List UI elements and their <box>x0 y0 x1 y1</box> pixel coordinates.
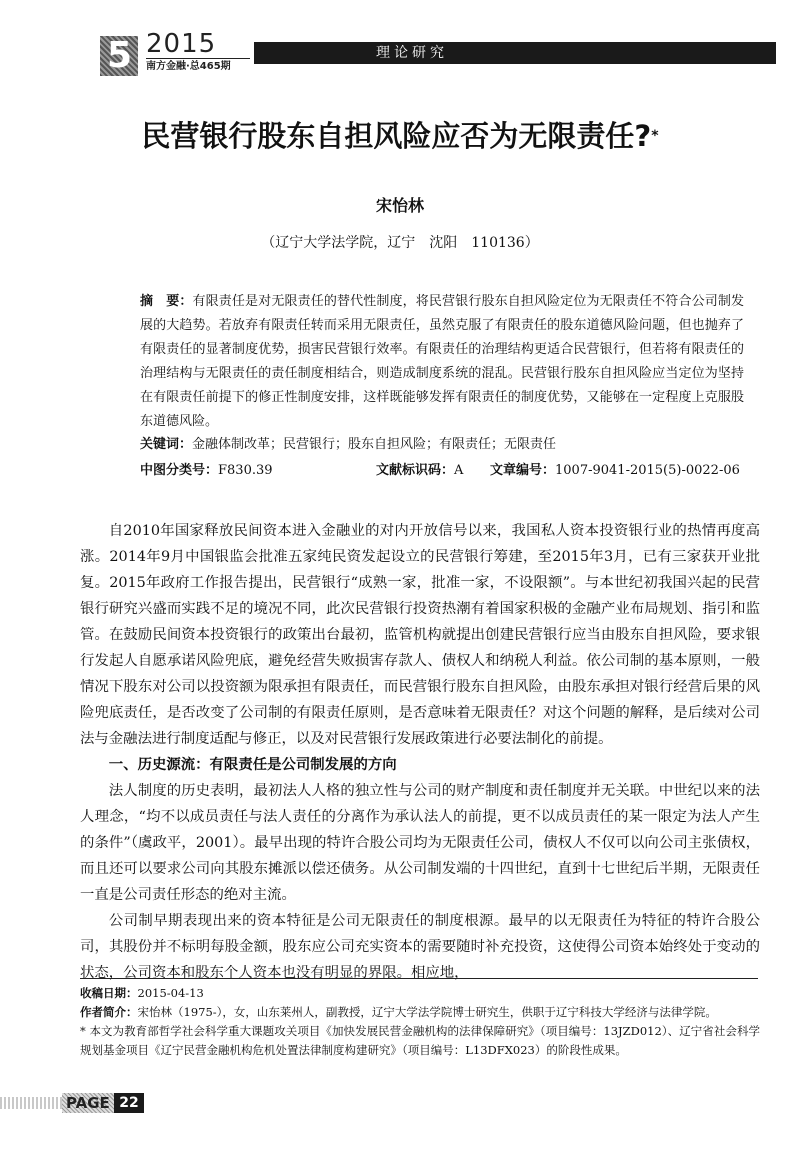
footnote-divider <box>80 978 758 979</box>
clc-label: 中图分类号： <box>140 463 219 478</box>
document-code-label: 文献标识码： <box>376 463 455 478</box>
page-label: PAGE <box>62 1093 114 1113</box>
received-date-label: 收稿日期： <box>80 986 138 1000</box>
footnotes <box>80 984 760 1060</box>
section-heading: 一、历史源流：有限责任是公司制发展的方向 <box>108 757 397 773</box>
title-footnote-mark: * <box>651 128 659 144</box>
article-number-label: 文章编号： <box>490 463 556 478</box>
issue-year: 2015 <box>146 29 217 59</box>
header-divider <box>146 58 250 59</box>
page-number: 22 <box>114 1093 144 1113</box>
page-footer <box>0 1093 800 1113</box>
issue-number-badge: 5 <box>100 36 138 76</box>
article-title <box>0 118 800 154</box>
body-paragraph: 公司制早期表现出来的资本特征是公司无限责任的制度根源。最早的以无限责任为特征的特许合股公司，其股份并不标明每股金额，股东应公司充实资本的需要随时补充投资，这使得公司资本始终处于变动的状态，公司资本和股东个人资本也没有明显的界限。相应地， <box>80 913 760 981</box>
article-number-value: 1007-9041-2015(5)-0022-06 <box>555 463 740 478</box>
abstract <box>140 290 744 434</box>
document-code <box>376 462 463 480</box>
article-number <box>490 462 740 480</box>
article-title-text: 民营银行股东自担风险应否为无限责任? <box>141 119 652 153</box>
abstract-label: 摘 要： <box>140 294 193 309</box>
abstract-text: 有限责任是对无限责任的替代性制度，将民营银行股东自担风险定位为无限责任不符合公司制发展的大趋势。若放弃有限责任转而采用无限责任，虽然克服了有限责任的股东道德风险问题，但也抛弃了有限责任的显著制度优势，损害民营银行效率。有限责任的治理结构更适合民营银行，但若将有限责任的治理结构与无限责任的责任制度相结合，则造成制度系统的混乱。民营银行股东自担风险应当定位为坚持在有限责任前提下的修正性制度安排，这样既能够发挥有限责任的制度优势，又能够在一定程度上克服股东道德风险。 <box>140 294 744 429</box>
author-bio-value: 宋怡林（1975-），女，山东莱州人，副教授，辽宁大学法学院博士研究生，供职于辽宁科技大学经济与法律学院。 <box>137 1005 717 1019</box>
clc-value: F830.39 <box>218 463 273 478</box>
keywords-text: 金融体制改革；民营银行；股东自担风险；有限责任；无限责任 <box>192 437 557 452</box>
received-date-value: 2015-04-13 <box>137 986 204 1000</box>
section-bar <box>254 42 776 64</box>
keywords <box>140 436 744 454</box>
document-code-value: A <box>454 463 464 478</box>
received-date <box>80 984 760 1003</box>
funding-note: * 本文为教育部哲学社会科学重大课题攻关项目《加快发展民营金融机构的法律保障研究》（项目编号：13JZD012）、辽宁省社会科学规划基金项目《辽宁民营金融机构危机处置法律制度构建研究》（项目编号：L13DFX023）的阶段性成果。 <box>80 1024 760 1057</box>
classification-row <box>140 462 760 480</box>
author-name: 宋怡林 <box>375 196 424 215</box>
author-affiliation: （辽宁大学法学院，辽宁 沈阳 110136） <box>261 235 539 251</box>
author-bio <box>80 1003 760 1022</box>
keywords-label: 关键词： <box>140 437 193 452</box>
section-label: 理论研究 <box>376 45 448 61</box>
author-bio-label: 作者简介： <box>80 1005 138 1019</box>
body-paragraph: 法人制度的历史表明，最初法人人格的独立性与公司的财产制度和责任制度并无关联。中世纪以来的法人理念，“均不以成员责任与法人责任的分离作为承认法人的前提，更不以成员责任的某一限定为法人产生的条件”（虞政平，2001）。最早出现的特许合股公司均为无限责任公司，债权人不仅可以向公司主张债权，而且还可以要求公司向其股东摊派以偿还债务。从公司制发端的十四世纪，直到十七世纪后半期，无限责任一直是公司责任形态的绝对主流。 <box>80 783 760 903</box>
journal-header <box>80 28 780 78</box>
article-body <box>80 518 760 986</box>
body-paragraph: 自2010年国家释放民间资本进入金融业的对内开放信号以来，我国私人资本投资银行业的热情再度高涨。2014年9月中国银监会批准五家纯民资发起设立的民营银行筹建，至2015年3月，已有三家获开业批复。2015年政府工作报告提出，民营银行“成熟一家，批准一家，不设限额”。与本世纪初我国兴起的民营银行研究兴盛而实践不足的境况不同，此次民营银行投资热潮有着国家积极的金融产业布局规划、指引和监管。在鼓励民间资本投资银行的政策出台最初，监管机构就提出创建民营银行应当由股东自担风险，要求银行发起人自愿承诺风险兜底，避免经营失败损害存款人、债权人和纳税人利益。依公司制的基本原则，一般情况下股东对公司以投资额为限承担有限责任，而民营银行股东自担风险，由股东承担对银行经营后果的风险兜底责任，是否改变了公司制的有限责任原则，是否意味着无限责任？对这个问题的解释，是后续对公司法与金融法进行制度适配与修正，以及对民营银行发展政策进行必要法制化的前提。 <box>80 523 760 747</box>
clc-code <box>140 462 273 480</box>
journal-issue: 南方金融·总465期 <box>146 61 231 72</box>
